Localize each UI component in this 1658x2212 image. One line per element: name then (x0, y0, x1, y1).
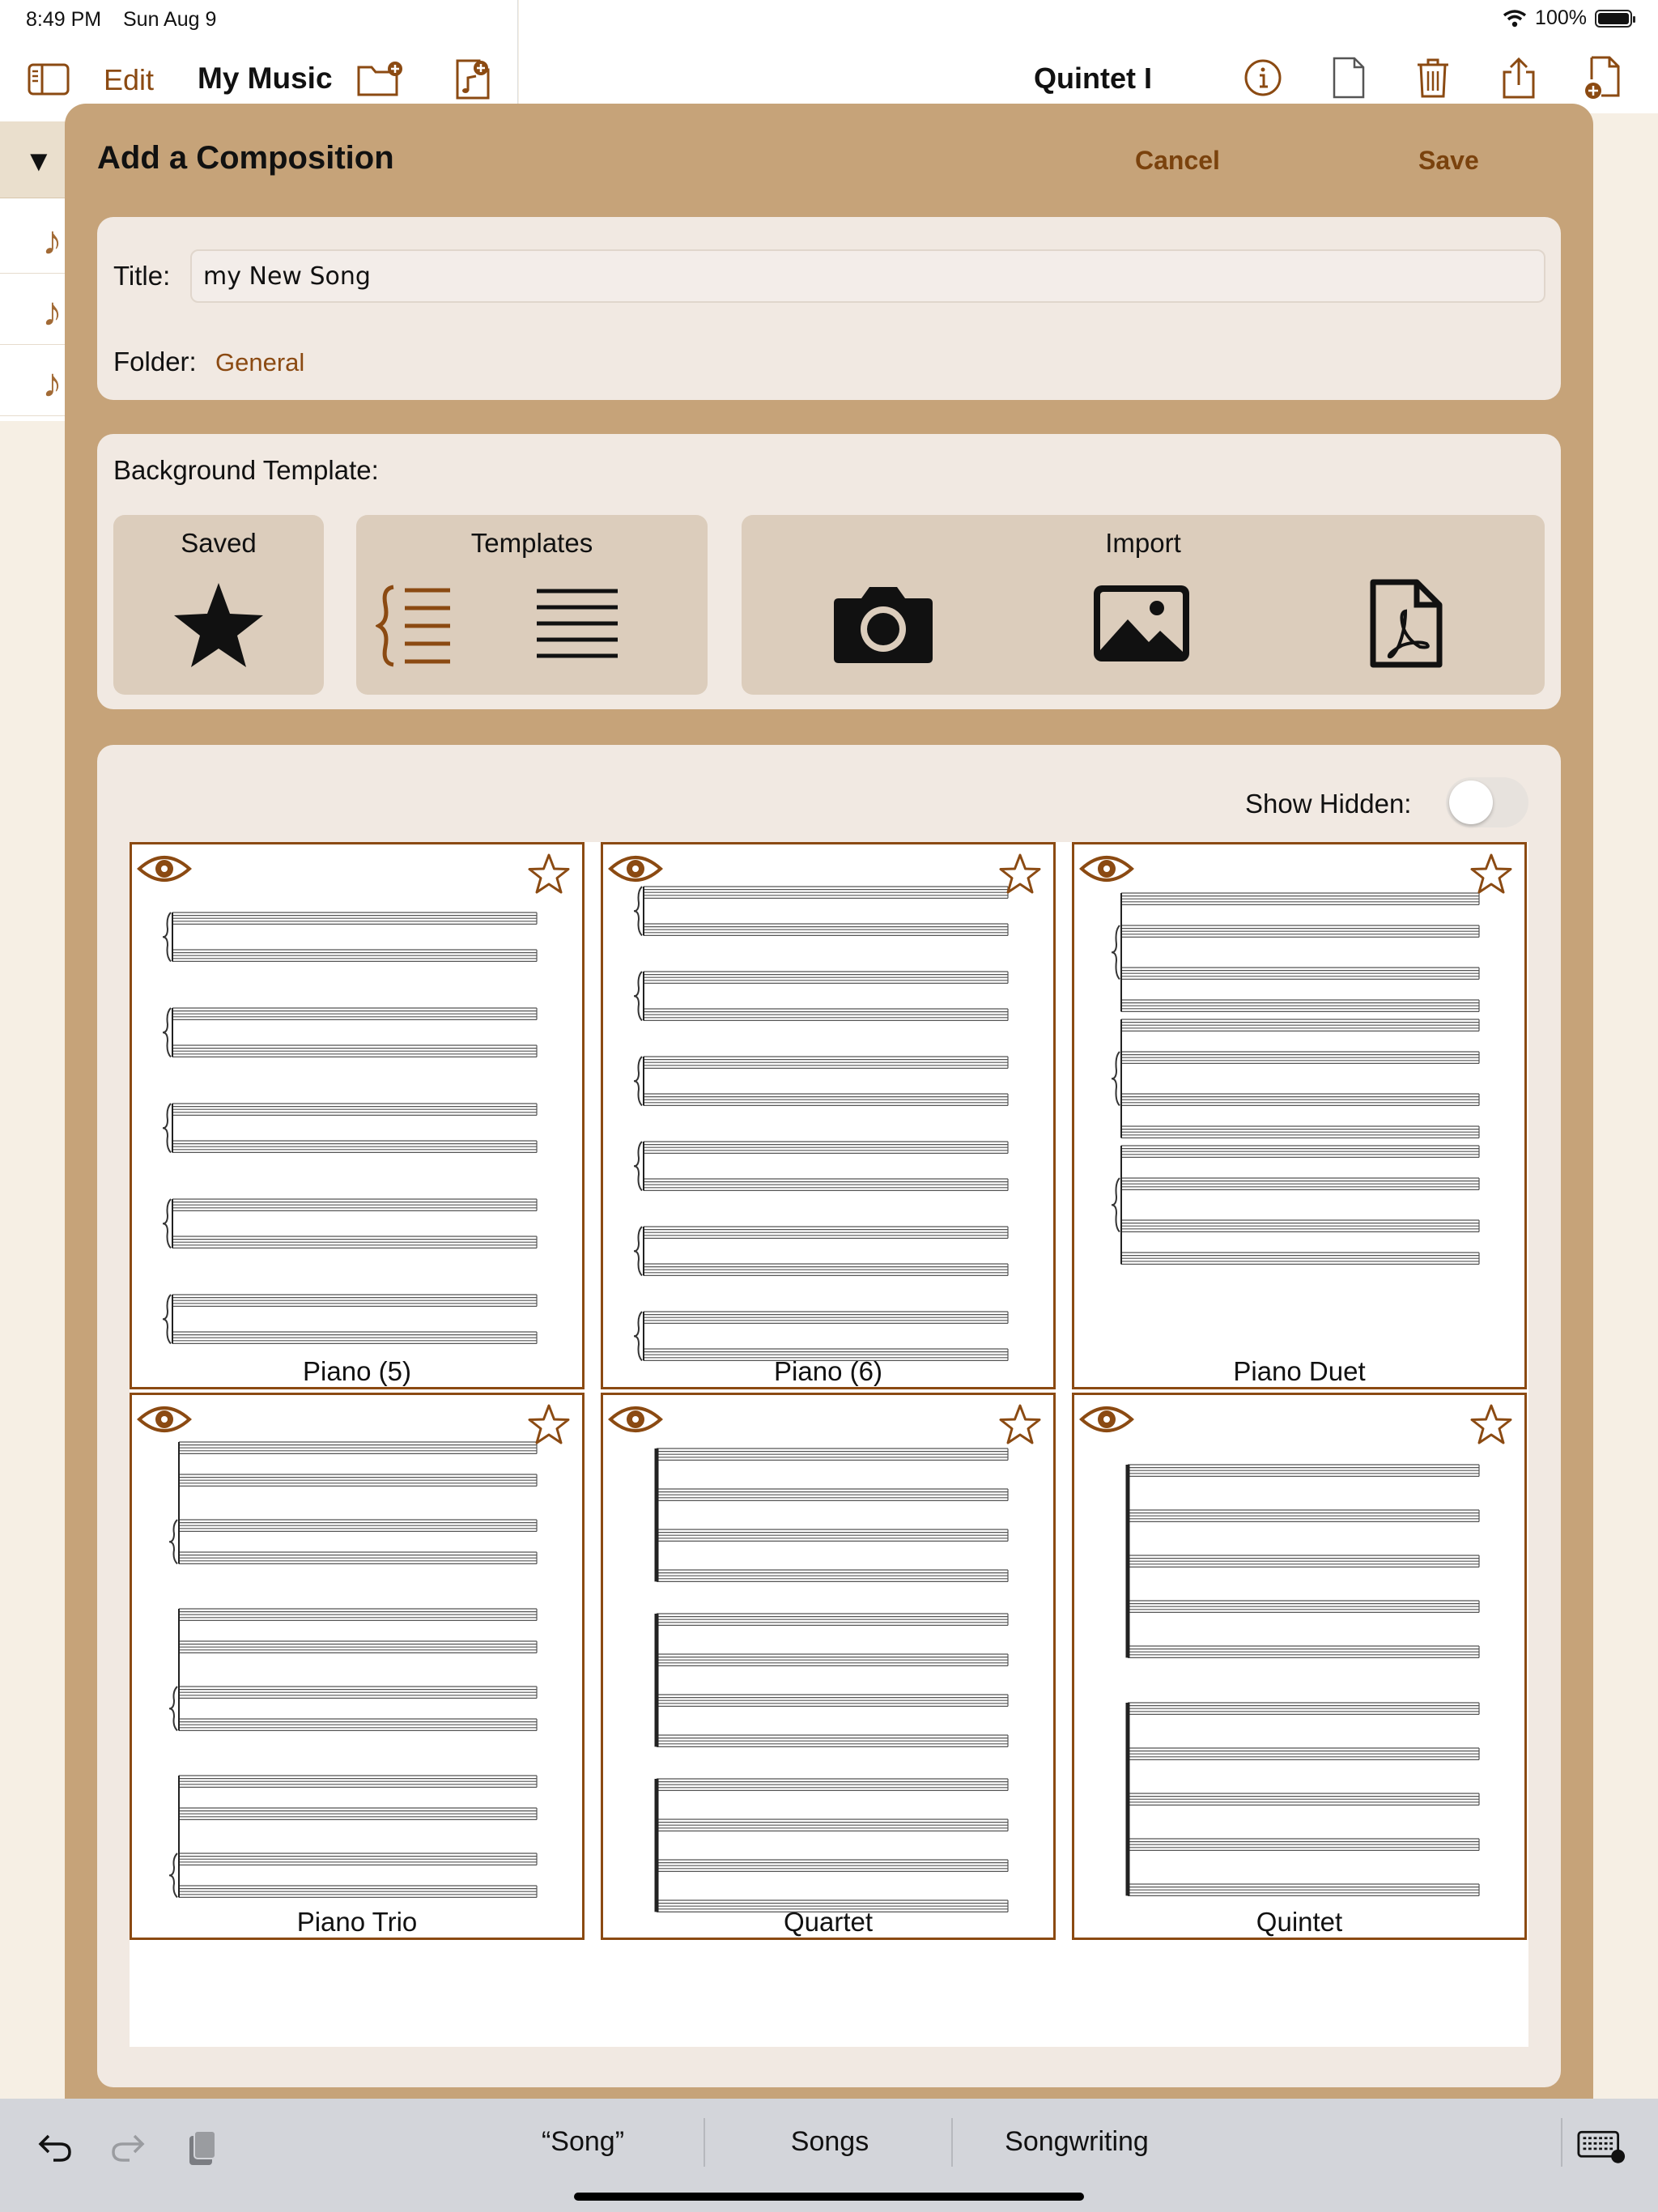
suggestion-3[interactable]: Songwriting (1005, 2126, 1149, 2157)
import-option[interactable] (742, 515, 1545, 695)
show-hidden-toggle[interactable] (1446, 777, 1528, 827)
suggestion-1[interactable]: “Song” (541, 2126, 625, 2157)
new-folder-icon[interactable] (356, 55, 405, 104)
new-document-icon[interactable] (1579, 53, 1627, 102)
show-hidden-label: Show Hidden: (1245, 789, 1412, 819)
template-tile[interactable] (601, 842, 1056, 1389)
sheet-title: Add a Composition (97, 140, 394, 176)
save-button[interactable]: Save (1418, 146, 1479, 175)
visibility-eye-icon[interactable] (137, 851, 192, 891)
document-title: Quintet I (1034, 62, 1152, 95)
visibility-eye-icon[interactable] (1079, 1402, 1134, 1441)
status-time: 8:49 PM (26, 8, 102, 31)
staff-preview (1074, 1395, 1524, 1938)
template-tile[interactable] (601, 1393, 1056, 1940)
saved-label: Saved (181, 528, 257, 558)
favorite-star-icon[interactable] (998, 853, 1042, 899)
paste-icon[interactable] (178, 2123, 227, 2172)
star-filled-icon (170, 576, 267, 674)
favorite-star-icon[interactable] (1469, 1403, 1513, 1449)
photo-library-icon[interactable] (1091, 581, 1192, 666)
template-tile[interactable] (1072, 1393, 1527, 1940)
status-indicators (1503, 6, 1632, 30)
suggestion-divider (704, 2118, 705, 2167)
import-label: Import (1105, 528, 1181, 558)
saved-option[interactable] (113, 515, 324, 695)
template-name: Piano Duet (1233, 1356, 1366, 1386)
music-note-icon: ♪ (42, 218, 62, 263)
library-nav-bar (0, 49, 518, 109)
staff-preview (603, 1395, 1053, 1938)
disclosure-triangle-icon[interactable]: ▼ (24, 144, 53, 177)
add-composition-sheet (65, 104, 1593, 2099)
visibility-eye-icon[interactable] (1079, 851, 1134, 891)
share-icon[interactable] (1494, 53, 1543, 102)
template-name: Piano (5) (303, 1356, 411, 1386)
title-label: Title: (113, 261, 171, 291)
visibility-eye-icon[interactable] (137, 1402, 192, 1441)
music-note-icon: ♪ (42, 289, 62, 334)
document-icon[interactable] (1324, 53, 1373, 102)
template-name: Piano (6) (774, 1356, 882, 1386)
status-bar (0, 0, 1658, 39)
keyboard-dismiss-icon[interactable] (1577, 2123, 1626, 2172)
folder-picker[interactable]: General (215, 348, 305, 376)
suggestion-2[interactable]: Songs (790, 2126, 869, 2157)
favorite-star-icon[interactable] (998, 1403, 1042, 1449)
folder-label: Folder: (113, 347, 197, 376)
grand-staff-template-icon[interactable] (376, 581, 457, 670)
favorite-star-icon[interactable] (1469, 853, 1513, 899)
cancel-button[interactable]: Cancel (1135, 146, 1220, 175)
templates-label: Templates (470, 528, 593, 558)
template-tile[interactable] (130, 1393, 585, 1940)
template-grid (130, 842, 1528, 2047)
wifi-icon (1503, 9, 1527, 28)
sidebar-toggle-icon[interactable] (24, 55, 73, 104)
visibility-eye-icon[interactable] (608, 1402, 663, 1441)
template-name: Piano Trio (296, 1907, 418, 1937)
music-note-icon: ♪ (42, 360, 62, 406)
toggle-knob (1449, 781, 1493, 824)
background-template-label: Background Template: (113, 455, 379, 485)
suggestion-divider (1561, 2118, 1562, 2167)
edit-button[interactable]: Edit (104, 63, 155, 96)
battery-percent: 100% (1535, 6, 1587, 29)
undo-icon[interactable] (31, 2123, 79, 2172)
staff-lines-template-icon[interactable] (533, 583, 622, 667)
staff-preview (603, 844, 1053, 1387)
home-indicator (574, 2193, 1084, 2201)
library-title: My Music (198, 62, 333, 95)
background-template-card (97, 434, 1561, 709)
template-name: Quartet (783, 1907, 874, 1937)
info-icon[interactable] (1239, 53, 1287, 102)
staff-preview (1074, 844, 1524, 1387)
staff-preview (132, 1395, 582, 1938)
visibility-eye-icon[interactable] (608, 851, 663, 891)
template-gallery-card (97, 745, 1561, 2087)
camera-icon[interactable] (831, 581, 936, 667)
suggestion-divider (951, 2118, 953, 2167)
redo-icon[interactable] (104, 2123, 152, 2172)
status-date: Sun Aug 9 (123, 8, 217, 31)
template-tile[interactable] (130, 842, 585, 1389)
pdf-file-icon[interactable] (1368, 578, 1444, 669)
title-input[interactable] (190, 249, 1545, 303)
trash-icon[interactable] (1409, 53, 1457, 102)
template-name: Quintet (1256, 1907, 1343, 1937)
new-song-icon[interactable] (449, 55, 497, 104)
favorite-star-icon[interactable] (527, 1403, 571, 1449)
template-tile[interactable] (1072, 842, 1527, 1389)
templates-option[interactable] (356, 515, 708, 695)
battery-icon (1595, 10, 1632, 28)
composition-info-card (97, 217, 1561, 400)
favorite-star-icon[interactable] (527, 853, 571, 899)
staff-preview (132, 844, 582, 1387)
